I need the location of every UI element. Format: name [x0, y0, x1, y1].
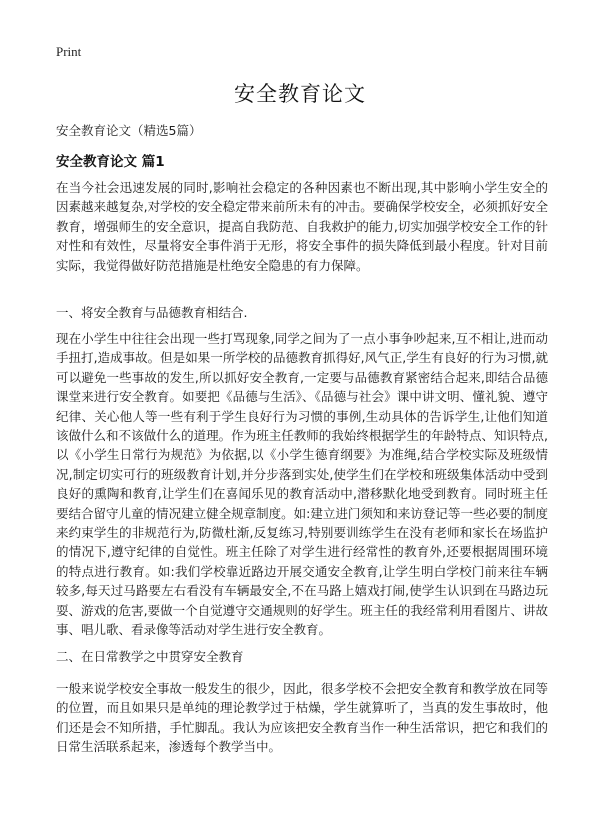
- paragraph-intro: 在当今社会迅速发展的同时,影响社会稳定的各种因素也不断出现,其中影响小学生安全的因素越来越复杂,对学校的安全稳定带来前所未有的冲击。要确保学校安全，必须抓好安全教育，增强师生的安全意识，提高自我防范、自我救护的能力,切实加强学校安全工作的针对性和有效性，尽量将安全事件消于无形，将安全事件的损失降低到最小程度。针对目前实际，我觉得做好防范措施是杜绝安全隐患的有力保障。: [56, 180, 548, 273]
- document-subtitle: 安全教育论文（精选5篇）: [56, 123, 202, 138]
- paragraph-daily-teaching: 一般来说学校安全事故一般发生的很少，因此，很多学校不会把安全教育和教学放在同等的位置，而且如果只是单纯的理论教学过于枯燥，学生就算听了，当真的发生事故时，他们还是会不知所措，手忙脚乱。我认为应该把安全教育当作一种生活常识，把它和我们的日常生活联系起来，渗透每个教学当中。: [56, 681, 548, 755]
- section-heading: 安全教育论文 篇1: [56, 154, 165, 170]
- paragraph-heading-two: 二、在日常教学之中贯穿安全教育: [56, 649, 244, 664]
- page-title: 安全教育论文: [234, 82, 366, 106]
- paragraph-moral-education: 现在小学生中往往会出现一些打骂现象,同学之间为了一点小事争吵起来,互不相让,进而动手扭打,造成事故。但是如果一所学校的品德教育抓得好,风气正,学生有良好的行为习惯,就可以避免一些事故的发生,所以抓好安全教育,一定要与品德教育紧密结合起来,即结合品德课堂来进行安全教育。如要把《品德与生活》、《品德与社会》课中讲文明、懂礼貌、遵守纪律、关心他人等一些有利于学生良好行为习惯的事例,生动具体的告诉学生,让他们知道该做什么和不该做什么的道理。作为班主任教师的我始终根据学生的年龄特点、知识特点,以《小学生日常行为规范》为依据,以《小学生德育纲要》为准绳,结合学校实际及班级情况,制定切实可行的班级教育计划,并分步落到实处,使学生们在学校和班级集体活动中受到良好的熏陶和教育,让学生们在喜闻乐见的教育活动中,潜移默化地受到教育。同时班主任要结合留守儿童的情况建立健全规章制度。如:建立进门须知和来访登记等一些必要的制度来约束学生的非规范行为,防微杜渐,反复练习,特别要训练学生在没有老师和家长在场监护的情况下,遵守纪律的自觉性。班主任除了对学生进行经常性的教育外,还要根据周围环境的特点进行教育。如:我们学校靠近路边开展交通安全教育,让学生明白学校门前来往车辆较多,每天过马路要左右看没有车辆最安全,不在马路上嬉戏打闹,使学生认识到在马路边玩耍、游戏的危害,要做一个自觉遵守交通规则的好学生。班主任的我经常利用看图片、讲故事、唱儿歌、看录像等活动对学生进行安全教育。: [56, 331, 548, 638]
- print-link[interactable]: Print: [56, 44, 82, 59]
- paragraph-heading-one: 一、将安全教育与品德教育相结合.: [56, 305, 248, 320]
